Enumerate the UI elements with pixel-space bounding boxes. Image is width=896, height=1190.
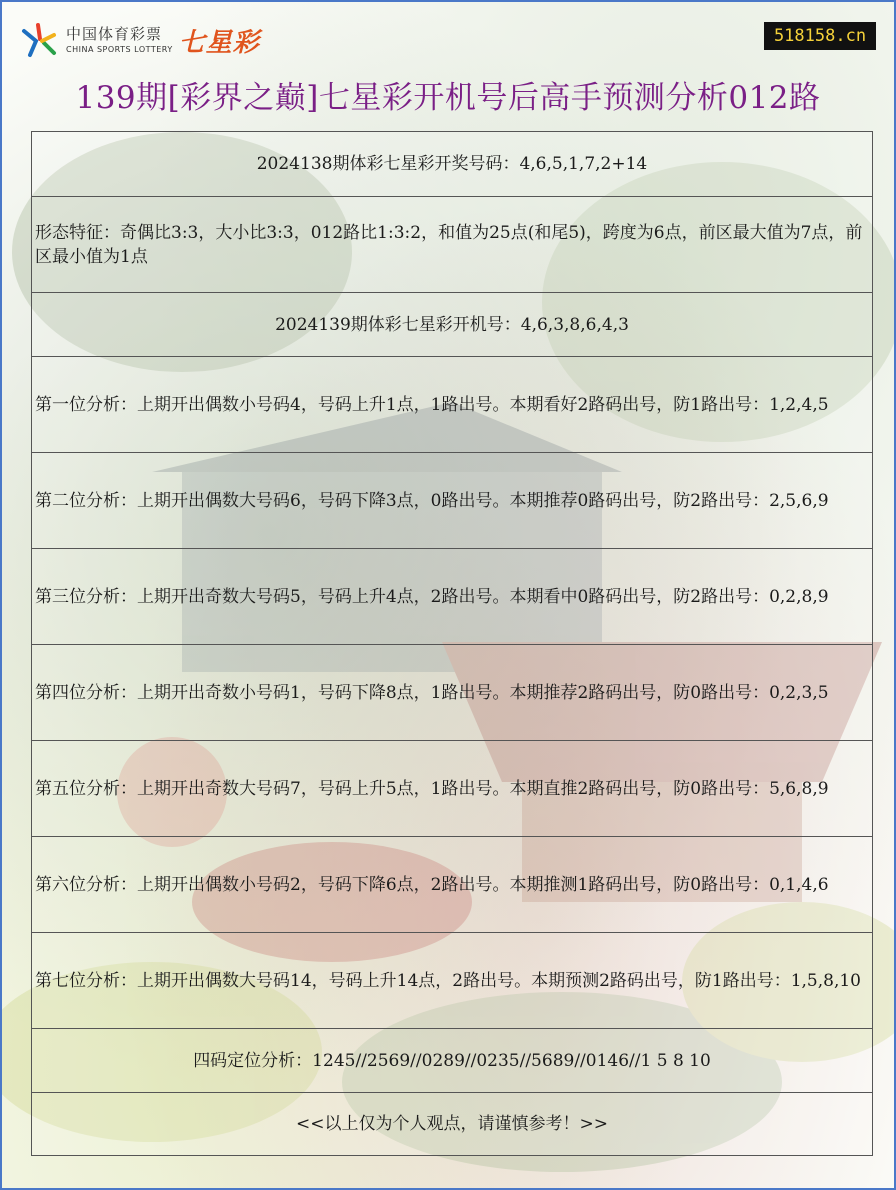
site-url-badge[interactable]: 518158.cn — [764, 22, 876, 50]
logo-chinese-name: 中国体育彩票 — [66, 24, 163, 43]
table-row — [32, 837, 873, 933]
position-7-analysis-cell: 第七位分析：上期开出偶数大号码14，号码上升14点，2路出号。本期预测2路码出号，防1路出号：1,5,8,10 — [32, 933, 873, 1029]
position-3-analysis-cell: 第三位分析：上期开出奇数大号码5，号码上升4点，2路出号。本期看中0路码出号，防2路出号：0,2,8,9 — [32, 549, 873, 645]
lottery-logo — [20, 18, 260, 62]
table-row — [32, 933, 873, 1029]
table-row — [32, 645, 873, 741]
logo-english-name: CHINA SPORTS LOTTERY — [66, 44, 173, 54]
table-row — [32, 132, 873, 197]
table-row — [32, 453, 873, 549]
table-row — [32, 357, 873, 453]
table-row — [32, 1029, 873, 1093]
position-4-analysis-cell: 第四位分析：上期开出奇数小号码1，号码下降8点，1路出号。本期推荐2路码出号，防0路出号：0,2,3,5 — [32, 645, 873, 741]
position-5-analysis-cell: 第五位分析：上期开出奇数大号码7，号码上升5点，1路出号。本期直推2路码出号，防0路出号：5,6,8,9 — [32, 741, 873, 837]
position-1-analysis-cell: 第一位分析：上期开出偶数小号码4，号码上升1点，1路出号。本期看好2路码出号，防1路出号：1,2,4,5 — [32, 357, 873, 453]
sports-lottery-logo-icon — [20, 21, 58, 59]
four-code-analysis-cell: 四码定位分析：1245//2569//0289//0235//5689//0146//1 5 8 10 — [32, 1029, 873, 1093]
trial-number-cell: 2024139期体彩七星彩开机号：4,6,3,8,6,4,3 — [32, 293, 873, 357]
table-row — [32, 741, 873, 837]
draw-result-cell: 2024138期体彩七星彩开奖号码：4,6,5,1,7,2+14 — [32, 132, 873, 197]
position-2-analysis-cell: 第二位分析：上期开出偶数大号码6，号码下降3点，0路出号。本期推荐0路码出号，防2路出号：2,5,6,9 — [32, 453, 873, 549]
game-name-logo: 七星彩 — [178, 27, 260, 58]
pattern-features-cell: 形态特征：奇偶比3:3，大小比3:3，012路比1:3:2，和值为25点(和尾5)，跨度为6点，前区最大值为7点，前区最小值为1点 — [32, 197, 873, 293]
table-row — [32, 549, 873, 645]
page-title: 139期[彩界之巅]七星彩开机号后高手预测分析012路 — [75, 80, 821, 116]
analysis-table — [31, 131, 873, 1156]
table-row — [32, 1093, 873, 1156]
position-6-analysis-cell: 第六位分析：上期开出偶数小号码2，号码下降6点，2路出号。本期推测1路码出号，防0路出号：0,1,4,6 — [32, 837, 873, 933]
table-row — [32, 293, 873, 357]
disclaimer-cell: <<以上仅为个人观点，请谨慎参考！>> — [32, 1093, 873, 1156]
table-row — [32, 197, 873, 293]
